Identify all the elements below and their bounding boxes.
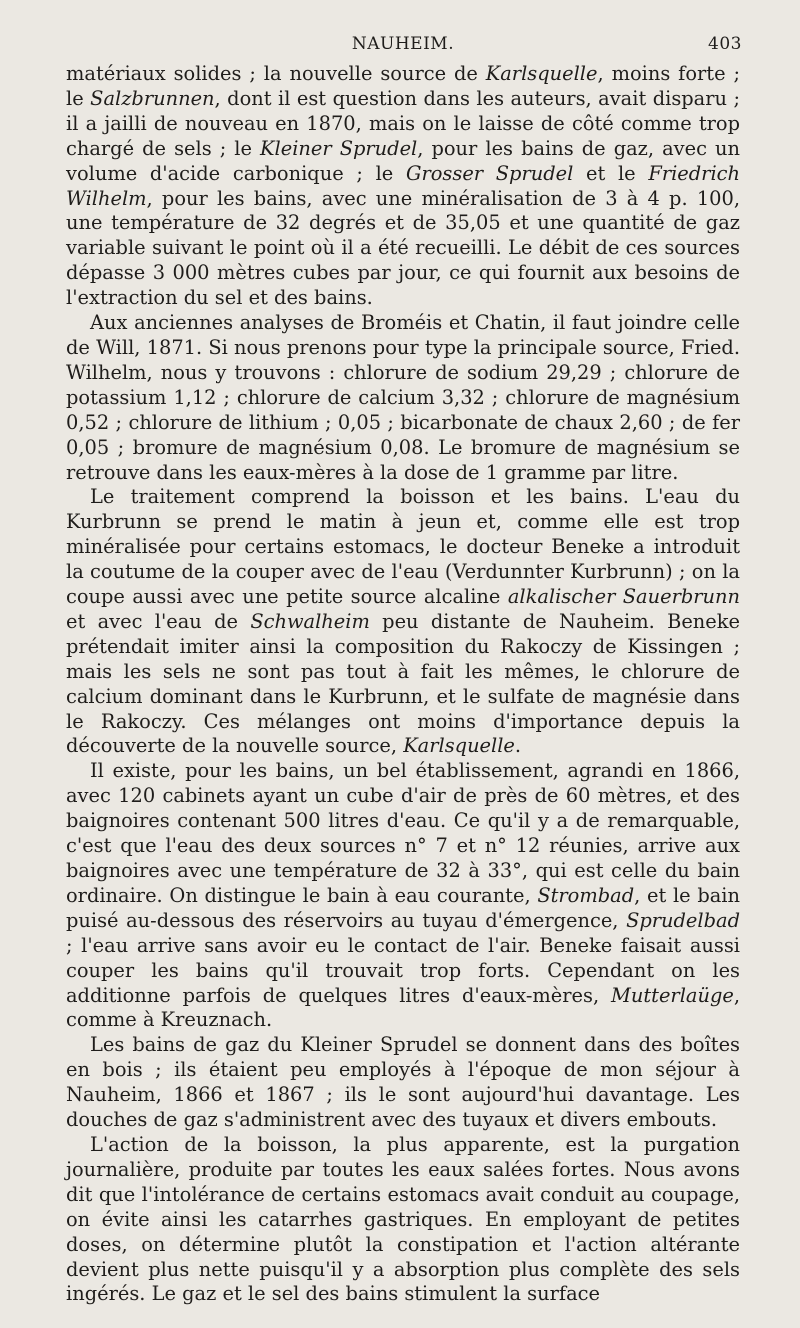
text-run: Les bains de gaz du Kleiner Sprudel se donnent dans des boîtes en bois ; ils étaient peu employés à l'époque de mon séjour à Nauheim, 1866 et 1867 ; ils le sont aujourd'hui davantage. Les douches de gaz s'administrent avec des tuyaux et divers embouts. xyxy=(66,1033,740,1132)
text-run: peu distante de Nauheim. Beneke prétendait imiter ainsi la composition du Rakoczy de Kissingen ; mais les sels ne sont pas tout à fait les mêmes, le chlorure de calcium dominant dans le Kurbrunn, et le sulfate de magnésie dans le Rakoczy. Ces mélanges ont moins d'importance depuis la découverte de la nouvelle source, xyxy=(66,609,740,758)
text-run: , pour les bains, avec une minéralisation de 3 à 4 p. 100, une température de 32 degrés et de 35,05 et une quantité de gaz variable suivant le point où il a été recueilli. Le débit de ces sources dépasse 3 000 mètres cubes par jour, ce qui fournit aux besoins de l'extraction du sel et des bains. xyxy=(66,186,740,310)
italic-term: Grosser Sprudel xyxy=(405,161,574,185)
italic-term: Sprudelbad xyxy=(626,908,740,932)
text-run: et le xyxy=(573,161,649,185)
paragraph xyxy=(66,759,740,1033)
paragraph xyxy=(66,1033,740,1133)
text-run: . xyxy=(514,734,522,758)
text-run: , et le bain puisé au-dessous des réservoirs au tuyau d'émergence, xyxy=(66,883,740,932)
text-run: , pour les bains de gaz, avec un volume d'acide carbonique ; le xyxy=(66,136,740,185)
text-run: matériaux solides ; la nouvelle source de xyxy=(66,62,486,85)
italic-term: Mutterlaüge xyxy=(611,983,734,1007)
italic-term: alkalischer Sauerbrunn xyxy=(507,585,740,609)
italic-term: Kleiner Sprudel xyxy=(260,136,418,160)
paragraph xyxy=(66,485,740,759)
paragraph xyxy=(66,311,740,485)
italic-term: Karlsquelle xyxy=(403,734,515,758)
page-number: 403 xyxy=(708,34,742,54)
text-run: , dont il est question dans les auteurs, avait disparu ; il a jailli de nouveau en 1870, mais on le laisse de côté comme trop chargé de sels ; le xyxy=(66,86,741,160)
text-run: Aux anciennes analyses de Broméis et Chatin, il faut joindre celle de Will, 1871. Si nous prenons pour type la principale source, Fried. Wilhelm, nous y trouvons : chlorure de sodium 29,29 ; chlorure de potassium 1,12 ; chlorure de calcium 3,32 ; chlorure de magnésium 0,52 ; chlorure de lithium ; 0,05 ; bicarbonate de chaux 2,60 ; de fer 0,05 ; bromure de magnésium 0,08. Le bromure de magnésium se retrouve dans les eaux-mères à la dose de 1 gramme par litre. xyxy=(66,311,740,484)
italic-term: Karlsquelle xyxy=(485,62,598,85)
text-run: ; l'eau arrive sans avoir eu le contact de l'air. Beneke faisait aussi couper les bains qu'il trouvait trop forts. Cependant on les additionne parfois de quelques litres d'eaux-mères, xyxy=(66,933,740,1007)
italic-term: Salzbrunnen xyxy=(90,86,215,110)
paragraph xyxy=(66,1133,740,1307)
text-run: et avec l'eau de xyxy=(66,609,251,633)
italic-term: Friedrich Wilhelm xyxy=(66,161,740,210)
body-text xyxy=(66,62,740,1307)
text-run: Il existe, pour les bains, un bel établissement, agrandi en 1866, avec 120 cabinets ayant un cube d'air de près de 60 mètres, et des baignoires contenant 500 litres d'eau. Ce qu'il y a de remarquable, c'est que l'eau des deux sources n° 7 et n° 12 réunies, arrive aux baignoires avec une température de 32 à 33°, qui est celle du bain ordinaire. On distingue le bain à eau courante, xyxy=(66,759,740,907)
text-run: , moins forte ; le xyxy=(66,62,741,110)
italic-term: Schwalheim xyxy=(250,609,370,633)
text-run: L'action de la boisson, la plus apparente, est la purgation journalière, produite par toutes les eaux salées fortes. Nous avons dit que l'intolérance de certains estomacs avait conduit au coupage, on évite ainsi les catarrhes gastriques. En employant de petites doses, on détermine plutôt la constipation et l'action altérante devient plus nette puisqu'il y a absorption plus complète des sels ingérés. Le gaz et le sel des bains stimulent la surface xyxy=(66,1132,740,1306)
page-header xyxy=(66,34,740,62)
running-title: NAUHEIM. xyxy=(351,34,455,54)
text-run: Le traitement comprend la boisson et les bains. L'eau du Kurbrunn se prend le matin à jeun et, comme elle est trop minéralisée pour certains estomacs, le docteur Beneke a introduit la coutume de la couper avec de l'eau (Verdunnter Kurbrunn) ; on la coupe aussi avec une petite source alcaline xyxy=(66,485,740,609)
text-run: , comme à Kreuznach. xyxy=(66,983,740,1032)
italic-term: Strombad xyxy=(537,883,635,907)
paragraph xyxy=(66,62,740,311)
